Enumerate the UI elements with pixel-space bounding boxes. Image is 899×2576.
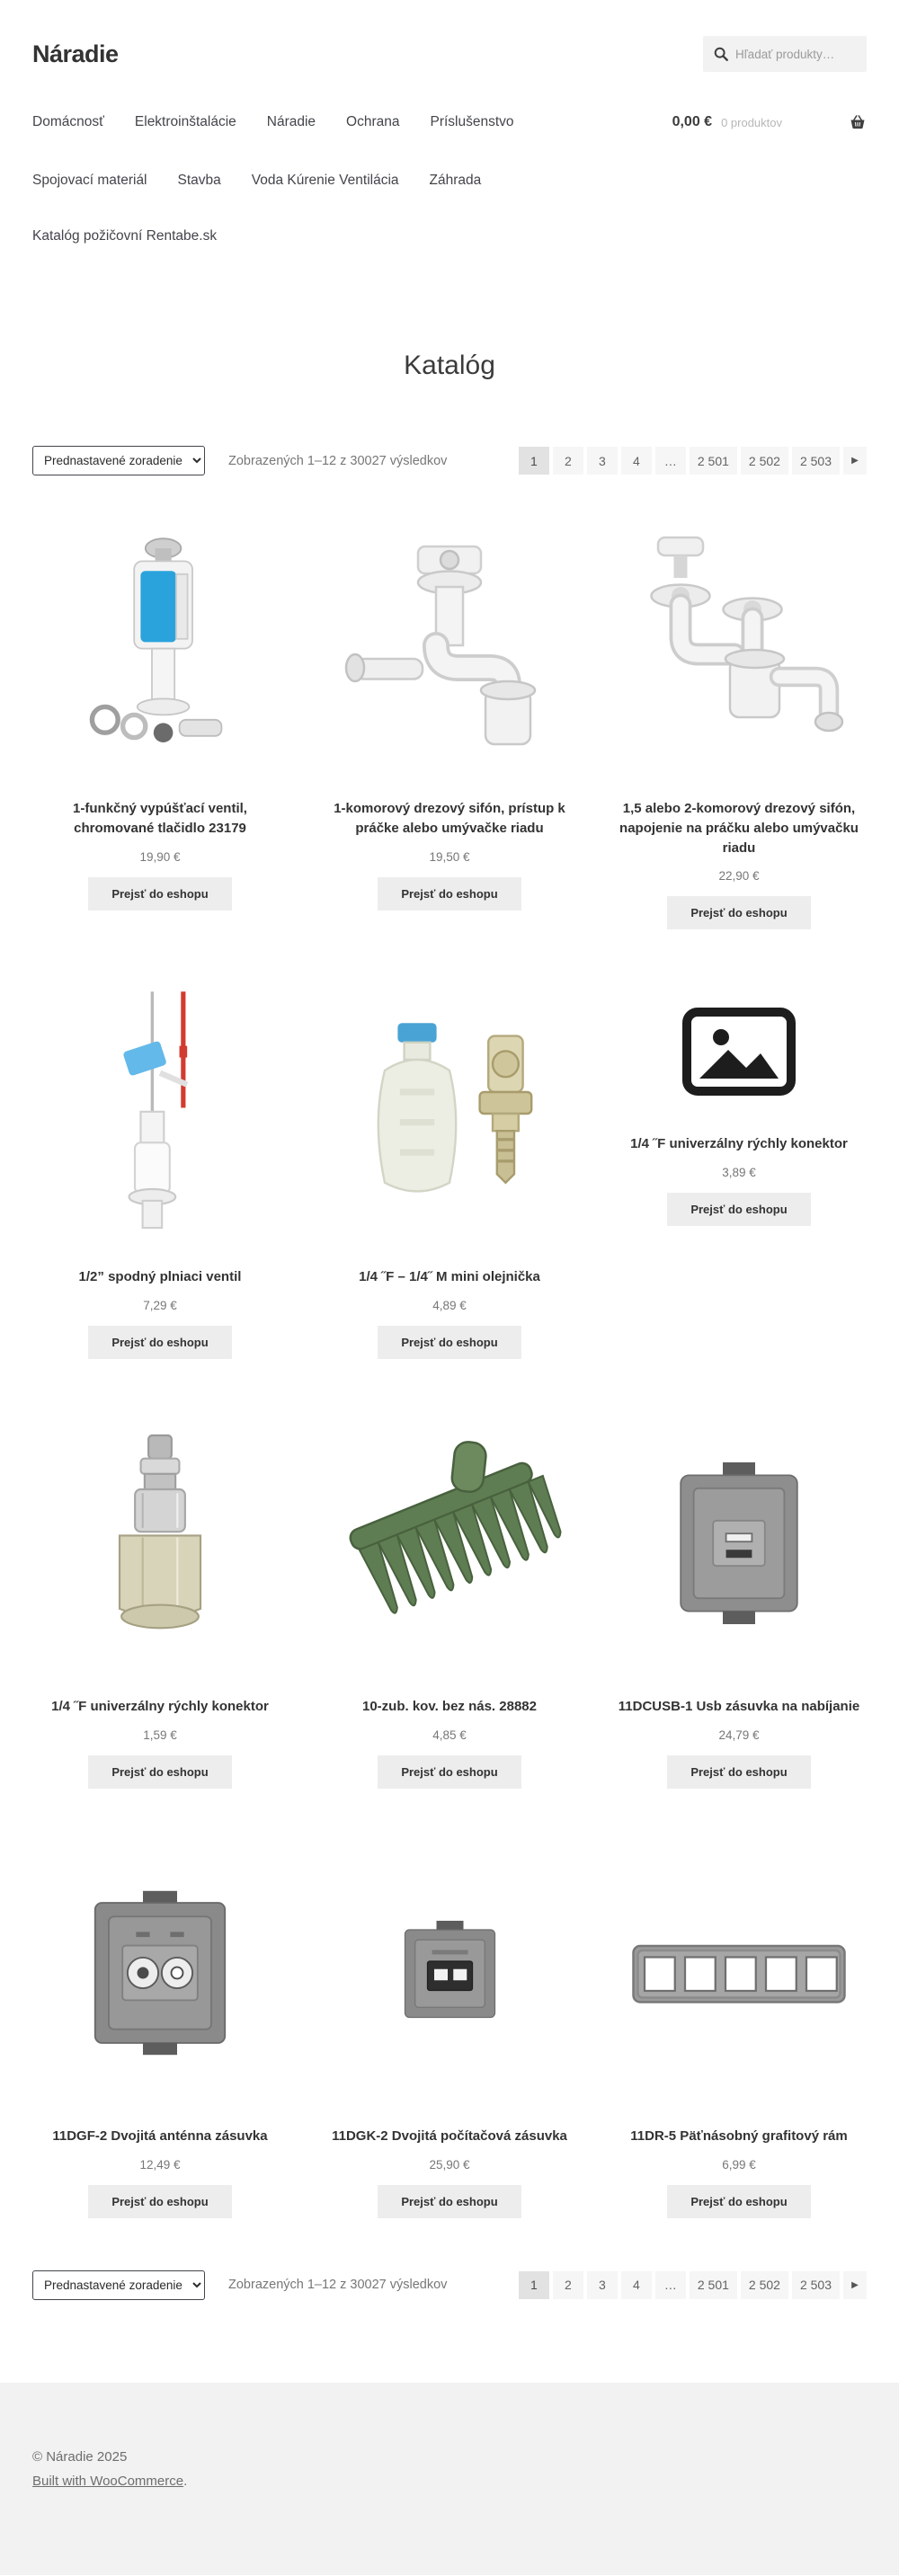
product-title[interactable]: 11DGF-2 Dvojitá anténna zásuvka bbox=[52, 2127, 268, 2144]
site-footer bbox=[0, 2383, 899, 2575]
go-to-eshop-button[interactable]: Prejsť do eshopu bbox=[378, 1755, 521, 1789]
product-card bbox=[322, 1415, 577, 1789]
product-title[interactable]: 1/2” spodný plniaci ventil bbox=[78, 1269, 242, 1285]
page-number-2[interactable]: 2 bbox=[553, 2271, 583, 2299]
tertiary-nav bbox=[32, 228, 867, 244]
product-image[interactable] bbox=[322, 1415, 577, 1672]
product-price: 12,49 € bbox=[139, 2157, 181, 2172]
page-number-2[interactable]: 2 bbox=[553, 447, 583, 475]
cart-item-count: 0 produktov bbox=[721, 115, 782, 129]
pagination-next-icon[interactable]: ▶ bbox=[843, 447, 867, 475]
image-placeholder-icon bbox=[681, 1007, 797, 1097]
product-image[interactable] bbox=[611, 1415, 867, 1672]
footer-credit bbox=[32, 2474, 867, 2489]
antenna-socket-image bbox=[75, 1888, 245, 2058]
product-title[interactable]: 10-zub. kov. bez nás. 28882 bbox=[362, 1699, 537, 1714]
product-title[interactable]: 11DGK-2 Dvojitá počítačová zásuvka bbox=[332, 2127, 567, 2144]
go-to-eshop-button[interactable]: Prejsť do eshopu bbox=[378, 877, 521, 910]
tertiary-nav-row bbox=[32, 228, 867, 291]
site-logo[interactable]: Náradie bbox=[32, 40, 119, 67]
page-number-2503[interactable]: 2 503 bbox=[792, 447, 840, 475]
product-title[interactable]: 1/4 ˝F univerzálny rýchly konektor bbox=[630, 1136, 848, 1152]
sort-dropdown[interactable] bbox=[32, 446, 205, 475]
siphon-double-image bbox=[627, 529, 851, 762]
primary-nav-row bbox=[32, 113, 867, 131]
page-number-3[interactable]: 3 bbox=[587, 447, 618, 475]
primary-nav bbox=[32, 114, 672, 130]
product-title[interactable]: 1-komorový drezový sifón, prístup k práčke alebo umývačke riadu bbox=[334, 801, 565, 836]
shop-toolbar-bottom bbox=[32, 2270, 867, 2300]
product-image[interactable] bbox=[322, 1844, 577, 2101]
product-price: 1,59 € bbox=[143, 1728, 177, 1742]
nav-item-elektroinstalacie[interactable]: Elektroinštalácie bbox=[134, 114, 236, 129]
oiler-bottle-image bbox=[342, 1006, 557, 1221]
pagination-ellipsis: … bbox=[655, 2271, 686, 2299]
result-count: Zobrazených 1–12 z 30027 výsledkov bbox=[228, 453, 448, 468]
nav-item-voda-kurenie-ventilacia[interactable]: Voda Kúrenie Ventilácia bbox=[251, 173, 399, 188]
footer-credit-period: . bbox=[183, 2473, 188, 2489]
page-number-4[interactable]: 4 bbox=[621, 2271, 652, 2299]
product-image[interactable] bbox=[611, 985, 867, 1118]
product-price: 19,90 € bbox=[139, 849, 181, 864]
product-image[interactable] bbox=[611, 517, 867, 774]
secondary-nav bbox=[32, 173, 867, 189]
product-card bbox=[32, 517, 288, 929]
product-title[interactable]: 11DCUSB-1 Usb zásuvka na nabíjanie bbox=[618, 1699, 860, 1714]
pagination-next-icon[interactable]: ▶ bbox=[843, 2271, 867, 2299]
product-search bbox=[703, 36, 867, 72]
pc-socket-image bbox=[394, 1916, 506, 2029]
product-price: 3,89 € bbox=[722, 1166, 756, 1179]
search-icon bbox=[713, 46, 729, 62]
shop-toolbar-top bbox=[32, 446, 867, 475]
frame-5gang-image bbox=[627, 1861, 851, 2085]
go-to-eshop-button[interactable]: Prejsť do eshopu bbox=[88, 1326, 231, 1359]
go-to-eshop-button[interactable]: Prejsť do eshopu bbox=[378, 1326, 521, 1359]
nav-item-zahrada[interactable]: Záhrada bbox=[429, 173, 482, 188]
product-card bbox=[32, 1844, 288, 2218]
woocommerce-credit-link[interactable]: Built with WooCommerce bbox=[32, 2473, 184, 2489]
product-card bbox=[322, 517, 577, 929]
go-to-eshop-button[interactable]: Prejsť do eshopu bbox=[667, 1755, 810, 1789]
fill-valve-image bbox=[102, 988, 218, 1239]
product-price: 4,89 € bbox=[432, 1299, 467, 1312]
usb-socket-image bbox=[658, 1458, 820, 1629]
product-price: 19,50 € bbox=[429, 849, 470, 864]
product-price: 24,79 € bbox=[718, 1728, 760, 1742]
product-title[interactable]: 11DR-5 Päťnásobný grafitový rám bbox=[630, 2127, 848, 2144]
product-price: 7,29 € bbox=[143, 1299, 177, 1312]
product-price: 6,99 € bbox=[722, 2157, 756, 2172]
siphon-single-image bbox=[337, 533, 562, 758]
product-card bbox=[611, 1844, 867, 2218]
product-price: 22,90 € bbox=[718, 869, 760, 884]
nav-item-naradie[interactable]: Náradie bbox=[266, 114, 316, 129]
footer-copyright: © Náradie 2025 bbox=[32, 2448, 128, 2465]
page-number-1[interactable]: 1 bbox=[519, 2271, 549, 2299]
product-card bbox=[611, 1415, 867, 1789]
go-to-eshop-button[interactable]: Prejsť do eshopu bbox=[667, 896, 810, 929]
nav-item-katalog-pozicovni[interactable]: Katalóg požičovní Rentabe.sk bbox=[32, 228, 218, 244]
page-number-2502[interactable]: 2 502 bbox=[741, 447, 788, 475]
page-number-2501[interactable]: 2 501 bbox=[690, 447, 737, 475]
quick-connector-image bbox=[93, 1426, 227, 1660]
go-to-eshop-button[interactable]: Prejsť do eshopu bbox=[667, 2185, 810, 2218]
secondary-nav-row bbox=[32, 173, 867, 189]
product-image[interactable] bbox=[322, 985, 577, 1242]
go-to-eshop-button[interactable]: Prejsť do eshopu bbox=[378, 2185, 521, 2218]
go-to-eshop-button[interactable]: Prejsť do eshopu bbox=[667, 1193, 810, 1226]
go-to-eshop-button[interactable]: Prejsť do eshopu bbox=[88, 1755, 231, 1789]
cart-total: 0,00 € bbox=[672, 114, 713, 129]
go-to-eshop-button[interactable]: Prejsť do eshopu bbox=[88, 877, 231, 910]
nav-item-domacnost[interactable]: Domácnosť bbox=[32, 114, 104, 129]
product-card bbox=[611, 985, 867, 1359]
nav-item-spojovaci-material[interactable]: Spojovací materiál bbox=[32, 173, 147, 188]
page-number-4[interactable]: 4 bbox=[621, 447, 652, 475]
product-card bbox=[611, 517, 867, 929]
pagination-bottom bbox=[519, 2271, 867, 2299]
product-price: 25,90 € bbox=[429, 2157, 470, 2172]
product-card bbox=[32, 985, 288, 1359]
rake-image bbox=[337, 1431, 562, 1656]
product-image[interactable] bbox=[611, 1844, 867, 2101]
page-number-1[interactable]: 1 bbox=[519, 447, 549, 475]
go-to-eshop-button[interactable]: Prejsť do eshopu bbox=[88, 2185, 231, 2218]
product-card bbox=[322, 1844, 577, 2218]
result-count-bottom: Zobrazených 1–12 z 30027 výsledkov bbox=[228, 2278, 448, 2292]
page-number-2503[interactable]: 2 503 bbox=[792, 2271, 840, 2299]
product-image[interactable] bbox=[32, 517, 288, 774]
site-header bbox=[0, 0, 899, 291]
product-title[interactable]: 1-funkčný vypúšťací ventil, chromované tlačidlo 23179 bbox=[73, 801, 247, 836]
page-number-2502[interactable]: 2 502 bbox=[741, 2271, 788, 2299]
product-price: 4,85 € bbox=[432, 1728, 467, 1742]
product-title[interactable]: 1/4 ˝F univerzálny rýchly konektor bbox=[51, 1699, 269, 1714]
nav-item-prislusenstvo[interactable]: Príslušenstvo bbox=[430, 114, 514, 129]
product-image[interactable] bbox=[322, 517, 577, 774]
product-title[interactable]: 1/4 ˝F – 1/4˝ M mini olejnička bbox=[359, 1269, 540, 1285]
flush-valve-image bbox=[79, 529, 241, 762]
product-grid bbox=[32, 517, 867, 2218]
nav-item-stavba[interactable]: Stavba bbox=[177, 173, 221, 188]
page-title: Katalóg bbox=[404, 351, 495, 380]
product-image[interactable] bbox=[32, 1415, 288, 1672]
product-image[interactable] bbox=[32, 1844, 288, 2101]
cart-basket-icon[interactable] bbox=[849, 113, 867, 131]
product-card bbox=[32, 1415, 288, 1789]
pagination-top bbox=[519, 447, 867, 475]
cart-summary[interactable] bbox=[672, 113, 867, 131]
product-card bbox=[322, 985, 577, 1359]
nav-item-ochrana[interactable]: Ochrana bbox=[346, 114, 400, 129]
page-number-3[interactable]: 3 bbox=[587, 2271, 618, 2299]
product-title[interactable]: 1,5 alebo 2-komorový drezový sifón, napojenie na práčku alebo umývačku riadu bbox=[619, 801, 859, 856]
product-image[interactable] bbox=[32, 985, 288, 1242]
sort-dropdown-bottom[interactable] bbox=[32, 2270, 205, 2300]
pagination-ellipsis: … bbox=[655, 447, 686, 475]
page-number-2501[interactable]: 2 501 bbox=[690, 2271, 737, 2299]
shop-main bbox=[0, 291, 899, 2300]
